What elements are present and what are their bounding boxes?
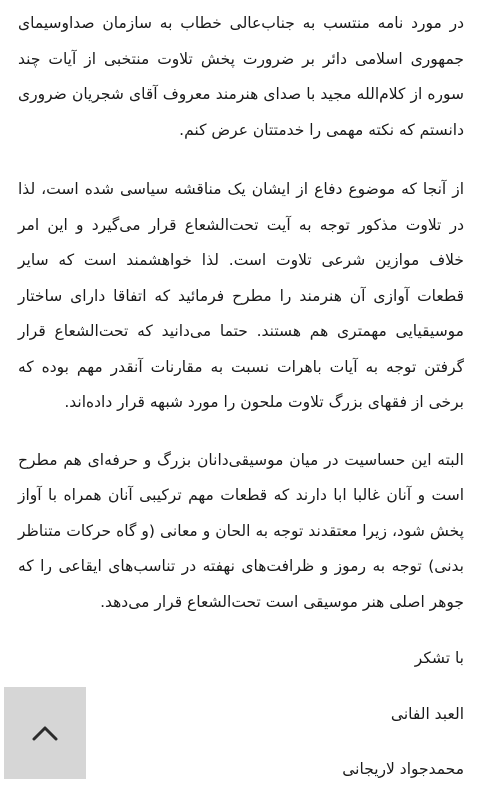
signature-name: محمدجواد لاریجانی: [342, 760, 464, 778]
chevron-up-icon: [31, 724, 59, 742]
signature-title: العبد الفانی: [390, 705, 464, 723]
scroll-to-top-button[interactable]: [4, 687, 86, 779]
paragraph-intro: در مورد نامه منتسب به جناب‌عالی خطاب به سازمان صداوسیمای جمهوری اسلامی دائر بر ضرورت پخش تلاوت منتخبی از آیات چند سوره از کلام‌الله مجید با صدای هنرمند معروف آقای شجریان ضروری دانستم که نکته مهمی را خدمتتان عرض کنم.: [18, 14, 464, 139]
closing-text: با تشکر: [414, 649, 464, 667]
paragraph-argument: از آنجا که موضوع دفاع از ایشان یک مناقشه سیاسی شده است، لذا در تلاوت مذکور توجه به آیت تحت‌الشعاع قرار می‌گیرد و این امر خلاف موازین شرعی تلاوت است. لذا خواهشمند است که سایر قطعات آوازی آن هنرمند را مطرح فرمائید که اتفاقا دارای ساختار موسیقیایی مهمتری هم هستند. حتما می‌دانید که تحت‌الشعاع قرار گرفتن توجه به آیات باهرات نسبت به مقارنات آنقدر مهم بوده که برخی از فقهای بزرگ تلاوت ملحون را مورد شبهه قرار داده‌اند.: [18, 180, 464, 411]
paragraph-musicians: البته این حساسیت در میان موسیقی‌دانان بزرگ و حرفه‌ای هم مطرح است و آنان غالبا ابا دارند که قطعات مهم ترکیبی آنان همراه با آواز پخش شود، زیرا معتقدند توجه به الحان و معانی (و گاه حرکات متناظر بدنی) توجه به رموز و ظرافت‌های نهفته در تناسب‌های ایقاعی را که جوهر اصلی هنر موسیقی است تحت‌الشعاع قرار می‌دهد.: [18, 450, 464, 611]
